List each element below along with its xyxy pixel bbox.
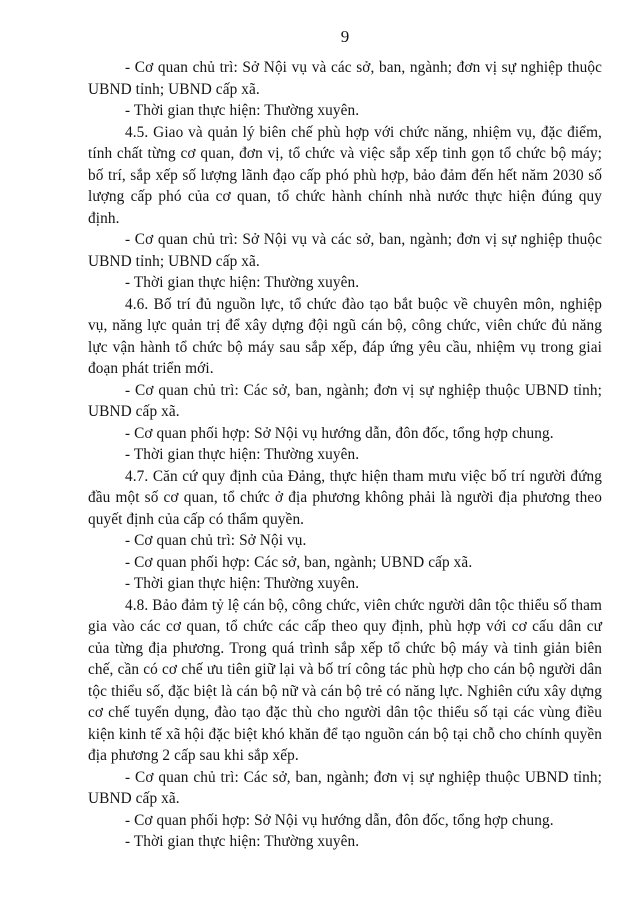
paragraph: - Cơ quan phối hợp: Sở Nội vụ hướng dẫn, đôn đốc, tổng hợp chung.	[125, 811, 554, 829]
paragraph: - Cơ quan chủ trì: Sở Nội vụ và các sở, ban, ngành; đơn vị sự nghiệp thuộc UBND tỉnh; UBND cấp xã.	[88, 231, 602, 270]
paragraph: - Cơ quan chủ trì: Các sở, ban, ngành; đơn vị sự nghiệp thuộc UBND tỉnh; UBND cấp xã.	[88, 768, 602, 807]
paragraph: - Thời gian thực hiện: Thường xuyên.	[125, 102, 360, 119]
paragraph: - Thời gian thực hiện: Thường xuyên.	[125, 575, 360, 592]
paragraph: - Thời gian thực hiện: Thường xuyên.	[125, 833, 360, 850]
paragraph: - Cơ quan phối hợp: Sở Nội vụ hướng dẫn, đôn đốc, tổng hợp chung.	[125, 424, 554, 442]
paragraph: - Cơ quan chủ trì: Các sở, ban, ngành; đơn vị sự nghiệp thuộc UBND tỉnh; UBND cấp xã.	[88, 381, 602, 420]
paragraph: - Thời gian thực hiện: Thường xuyên.	[125, 274, 360, 291]
document-body	[88, 57, 602, 853]
paragraph: - Thời gian thực hiện: Thường xuyên.	[125, 446, 360, 463]
page-number: 9	[340, 27, 350, 46]
paragraph: - Cơ quan chủ trì: Sở Nội vụ và các sở, ban, ngành; đơn vị sự nghiệp thuộc UBND tỉnh; UBND cấp xã.	[88, 59, 602, 98]
paragraph: 4.8. Bảo đảm tỷ lệ cán bộ, công chức, viên chức người dân tộc thiểu số tham gia vào các cơ quan, tổ chức các cấp theo quy định, phù hợp với cơ cấu dân cư của từng địa phương. Trong quá trình sắp xếp tổ chức bộ máy và tinh giản biên chế, cần có cơ chế ưu tiên giữ lại và bố trí công tác phù hợp cho cán bộ người dân tộc thiểu số, đặc biệt là cán bộ nữ và cán bộ trẻ có năng lực. Nghiên cứu xây dựng cơ chế tuyển dụng, đào tạo đặc thù cho người dân tộc thiểu số tại các vùng điều kiện kinh tế xã hội đặc biệt khó khăn để tạo nguồn cán bộ tại chỗ cho chính quyền địa phương 2 cấp sau khi sắp xếp.	[88, 596, 602, 764]
paragraph: 4.6. Bố trí đủ nguồn lực, tổ chức đào tạo bắt buộc về chuyên môn, nghiệp vụ, năng lực quản trị để xây dựng đội ngũ cán bộ, công chức, viên chức đủ năng lực vận hành tổ chức bộ máy sau sắp xếp, đáp ứng yêu cầu, nhiệm vụ trong giai đoạn phát triển mới.	[88, 295, 602, 377]
paragraph: - Cơ quan chủ trì: Sở Nội vụ.	[125, 532, 307, 549]
paragraph: 4.5. Giao và quản lý biên chế phù hợp với chức năng, nhiệm vụ, đặc điểm, tính chất từng cơ quan, đơn vị, tổ chức và việc sắp xếp tinh gọn tổ chức bộ máy; bố trí, sắp xếp số lượng lãnh đạo cấp phó phù hợp, bảo đảm đến hết năm 2030 số lượng cấp phó của cơ quan, tổ chức hành chính nhà nước thực hiện đúng quy định.	[88, 123, 602, 227]
paragraph: - Cơ quan phối hợp: Các sở, ban, ngành; UBND cấp xã.	[125, 553, 473, 571]
paragraph: 4.7. Căn cứ quy định của Đảng, thực hiện tham mưu việc bố trí người đứng đầu một số cơ quan, tổ chức ở địa phương không phải là người địa phương theo quyết định của cấp có thẩm quyền.	[88, 467, 602, 528]
